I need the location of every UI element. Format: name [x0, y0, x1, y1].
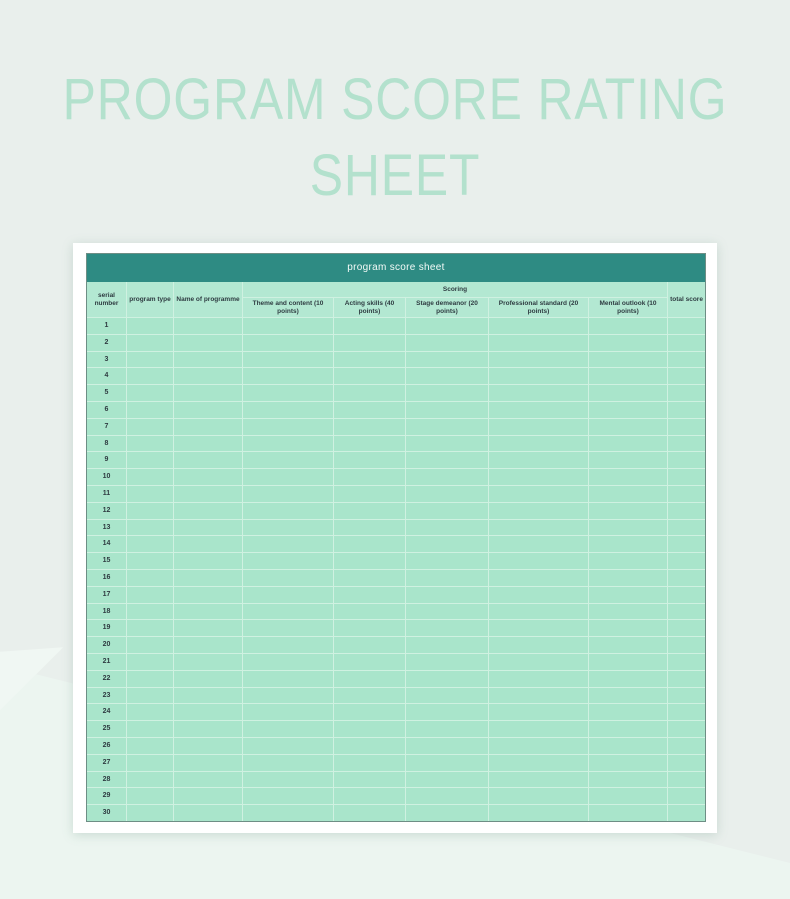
- score-cell[interactable]: [668, 805, 705, 821]
- score-cell[interactable]: [243, 805, 333, 821]
- score-cell[interactable]: [489, 805, 588, 821]
- score-cell[interactable]: [406, 805, 488, 821]
- sheet-title-bar: program score sheet: [87, 254, 705, 282]
- score-cell[interactable]: [406, 536, 488, 552]
- score-cell[interactable]: [127, 721, 173, 737]
- column-header-total-score: total score: [668, 282, 705, 317]
- score-cell[interactable]: [589, 503, 667, 519]
- score-cell[interactable]: [243, 788, 333, 804]
- serial-number-cell[interactable]: 18: [87, 604, 126, 620]
- score-cell[interactable]: [589, 805, 667, 821]
- score-cell[interactable]: [489, 688, 588, 704]
- score-cell[interactable]: [668, 352, 705, 368]
- score-cell[interactable]: [489, 385, 588, 401]
- score-cell[interactable]: [127, 520, 173, 536]
- score-cell[interactable]: [174, 587, 242, 603]
- score-cell[interactable]: [243, 352, 333, 368]
- score-cell[interactable]: [174, 721, 242, 737]
- score-cell[interactable]: [174, 553, 242, 569]
- score-cell[interactable]: [489, 772, 588, 788]
- score-cell[interactable]: [668, 772, 705, 788]
- column-header-scoring-group: Scoring: [243, 282, 667, 297]
- score-cell[interactable]: [589, 721, 667, 737]
- column-header-stage-demeanor: Stage demeanor (20 points): [406, 298, 488, 317]
- score-cell[interactable]: [243, 368, 333, 384]
- score-cell[interactable]: [127, 452, 173, 468]
- serial-number-cell[interactable]: 23: [87, 688, 126, 704]
- score-cell[interactable]: [334, 486, 405, 502]
- serial-number-cell[interactable]: 25: [87, 721, 126, 737]
- score-cell[interactable]: [668, 536, 705, 552]
- score-cell[interactable]: [668, 570, 705, 586]
- score-cell[interactable]: [489, 654, 588, 670]
- score-cell[interactable]: [406, 772, 488, 788]
- score-cell[interactable]: [406, 671, 488, 687]
- score-cell[interactable]: [668, 335, 705, 351]
- score-cell[interactable]: [127, 704, 173, 720]
- score-cell[interactable]: [589, 335, 667, 351]
- score-cell[interactable]: [334, 671, 405, 687]
- score-cell[interactable]: [243, 738, 333, 754]
- score-cell[interactable]: [489, 721, 588, 737]
- page-title-line1: PROGRAM SCORE RATING: [62, 67, 728, 132]
- score-cell[interactable]: [127, 788, 173, 804]
- score-cell[interactable]: [174, 486, 242, 502]
- score-cell[interactable]: [589, 368, 667, 384]
- score-cell[interactable]: [334, 402, 405, 418]
- score-cell[interactable]: [668, 755, 705, 771]
- score-cell[interactable]: [489, 704, 588, 720]
- page-title-line2: SHEET: [309, 143, 481, 208]
- score-cell[interactable]: [243, 469, 333, 485]
- score-cell[interactable]: [489, 368, 588, 384]
- score-cell[interactable]: [668, 419, 705, 435]
- score-cell[interactable]: [127, 553, 173, 569]
- score-cell[interactable]: [668, 704, 705, 720]
- score-cell[interactable]: [589, 452, 667, 468]
- score-cell[interactable]: [589, 772, 667, 788]
- score-cell[interactable]: [127, 637, 173, 653]
- score-cell[interactable]: [406, 469, 488, 485]
- score-cell[interactable]: [243, 570, 333, 586]
- score-cell[interactable]: [127, 587, 173, 603]
- score-cell[interactable]: [489, 738, 588, 754]
- score-cell[interactable]: [174, 788, 242, 804]
- score-cell[interactable]: [174, 452, 242, 468]
- score-cell[interactable]: [174, 570, 242, 586]
- score-cell[interactable]: [589, 688, 667, 704]
- score-cell[interactable]: [334, 738, 405, 754]
- score-cell[interactable]: [174, 469, 242, 485]
- score-cell[interactable]: [406, 486, 488, 502]
- score-cell[interactable]: [489, 436, 588, 452]
- serial-number-cell[interactable]: 16: [87, 570, 126, 586]
- score-cell[interactable]: [589, 352, 667, 368]
- score-cell[interactable]: [489, 520, 588, 536]
- score-cell[interactable]: [589, 402, 667, 418]
- score-cell[interactable]: [174, 738, 242, 754]
- score-cell[interactable]: [406, 318, 488, 334]
- score-cell[interactable]: [334, 520, 405, 536]
- serial-number-cell[interactable]: 11: [87, 486, 126, 502]
- score-cell[interactable]: [243, 318, 333, 334]
- serial-number-cell[interactable]: 4: [87, 368, 126, 384]
- score-cell[interactable]: [334, 654, 405, 670]
- page-title: [55, 62, 734, 214]
- score-cell[interactable]: [243, 620, 333, 636]
- score-cell[interactable]: [489, 452, 588, 468]
- score-cell[interactable]: [589, 620, 667, 636]
- score-cell[interactable]: [243, 503, 333, 519]
- score-cell[interactable]: [589, 436, 667, 452]
- score-cell[interactable]: [489, 352, 588, 368]
- score-cell[interactable]: [334, 755, 405, 771]
- score-cell[interactable]: [127, 503, 173, 519]
- serial-number-cell[interactable]: 2: [87, 335, 126, 351]
- score-cell[interactable]: [589, 637, 667, 653]
- score-cell[interactable]: [589, 318, 667, 334]
- score-cell[interactable]: [243, 654, 333, 670]
- score-cell[interactable]: [668, 553, 705, 569]
- score-cell[interactable]: [489, 536, 588, 552]
- serial-number-cell[interactable]: 8: [87, 436, 126, 452]
- score-cell[interactable]: [668, 604, 705, 620]
- score-cell[interactable]: [127, 385, 173, 401]
- score-cell[interactable]: [334, 452, 405, 468]
- score-cell[interactable]: [406, 721, 488, 737]
- score-cell[interactable]: [668, 738, 705, 754]
- score-cell[interactable]: [243, 587, 333, 603]
- serial-number-cell[interactable]: 13: [87, 520, 126, 536]
- score-cell[interactable]: [489, 335, 588, 351]
- score-cell[interactable]: [174, 671, 242, 687]
- score-cell[interactable]: [127, 755, 173, 771]
- score-cell[interactable]: [174, 402, 242, 418]
- score-cell[interactable]: [243, 688, 333, 704]
- score-cell[interactable]: [243, 536, 333, 552]
- score-cell[interactable]: [334, 772, 405, 788]
- score-cell[interactable]: [174, 755, 242, 771]
- score-cell[interactable]: [668, 452, 705, 468]
- score-cell[interactable]: [127, 620, 173, 636]
- score-cell[interactable]: [668, 503, 705, 519]
- score-cell[interactable]: [406, 620, 488, 636]
- score-cell[interactable]: [127, 671, 173, 687]
- score-cell[interactable]: [334, 318, 405, 334]
- score-cell[interactable]: [406, 335, 488, 351]
- score-cell[interactable]: [334, 335, 405, 351]
- column-header-acting-skills: Acting skills (40 points): [334, 298, 405, 317]
- score-cell[interactable]: [489, 637, 588, 653]
- score-cell[interactable]: [174, 335, 242, 351]
- score-cell[interactable]: [589, 536, 667, 552]
- serial-number-cell[interactable]: 21: [87, 654, 126, 670]
- score-cell[interactable]: [489, 671, 588, 687]
- score-cell[interactable]: [334, 469, 405, 485]
- score-cell[interactable]: [406, 419, 488, 435]
- score-cell[interactable]: [489, 553, 588, 569]
- score-cell[interactable]: [243, 436, 333, 452]
- score-cell[interactable]: [334, 570, 405, 586]
- score-cell[interactable]: [127, 536, 173, 552]
- score-cell[interactable]: [127, 368, 173, 384]
- score-cell[interactable]: [406, 553, 488, 569]
- score-cell[interactable]: [589, 671, 667, 687]
- score-cell[interactable]: [406, 436, 488, 452]
- score-cell[interactable]: [174, 637, 242, 653]
- serial-number-cell[interactable]: 20: [87, 637, 126, 653]
- score-cell[interactable]: [406, 385, 488, 401]
- score-cell[interactable]: [406, 503, 488, 519]
- serial-number-cell[interactable]: 19: [87, 620, 126, 636]
- score-cell[interactable]: [668, 469, 705, 485]
- score-cell[interactable]: [406, 654, 488, 670]
- score-cell[interactable]: [668, 721, 705, 737]
- score-cell[interactable]: [243, 419, 333, 435]
- score-cell[interactable]: [127, 486, 173, 502]
- score-cell[interactable]: [243, 452, 333, 468]
- score-cell[interactable]: [668, 654, 705, 670]
- serial-number-cell[interactable]: 30: [87, 805, 126, 821]
- score-cell[interactable]: [589, 704, 667, 720]
- score-cell[interactable]: [243, 402, 333, 418]
- score-cell[interactable]: [174, 604, 242, 620]
- score-cell[interactable]: [243, 755, 333, 771]
- score-cell[interactable]: [243, 604, 333, 620]
- score-cell[interactable]: [589, 486, 667, 502]
- score-cell[interactable]: [174, 805, 242, 821]
- score-cell[interactable]: [489, 318, 588, 334]
- score-cell[interactable]: [334, 620, 405, 636]
- score-cell[interactable]: [668, 520, 705, 536]
- score-cell[interactable]: [334, 704, 405, 720]
- score-cell[interactable]: [127, 335, 173, 351]
- score-cell[interactable]: [127, 469, 173, 485]
- score-cell[interactable]: [127, 738, 173, 754]
- score-cell[interactable]: [127, 805, 173, 821]
- score-cell[interactable]: [589, 553, 667, 569]
- score-cell[interactable]: [489, 755, 588, 771]
- column-header-serial-number: serial number: [87, 282, 126, 317]
- serial-number-cell[interactable]: 28: [87, 772, 126, 788]
- score-cell[interactable]: [489, 620, 588, 636]
- serial-number-cell[interactable]: 27: [87, 755, 126, 771]
- score-cell[interactable]: [334, 788, 405, 804]
- score-cell[interactable]: [243, 553, 333, 569]
- score-cell[interactable]: [589, 604, 667, 620]
- score-cell[interactable]: [127, 419, 173, 435]
- score-cell[interactable]: [174, 772, 242, 788]
- score-cell[interactable]: [243, 385, 333, 401]
- score-cell[interactable]: [406, 755, 488, 771]
- score-cell[interactable]: [489, 570, 588, 586]
- column-header-mental-outlook: Mental outlook (10 points): [589, 298, 667, 317]
- serial-number-cell[interactable]: 17: [87, 587, 126, 603]
- score-cell[interactable]: [489, 402, 588, 418]
- serial-number-cell[interactable]: 6: [87, 402, 126, 418]
- score-cell[interactable]: [334, 368, 405, 384]
- serial-number-cell[interactable]: 10: [87, 469, 126, 485]
- score-cell[interactable]: [406, 452, 488, 468]
- serial-number-cell[interactable]: 24: [87, 704, 126, 720]
- score-cell[interactable]: [589, 755, 667, 771]
- score-cell[interactable]: [668, 688, 705, 704]
- score-cell[interactable]: [668, 671, 705, 687]
- score-cell[interactable]: [243, 637, 333, 653]
- score-cell[interactable]: [174, 620, 242, 636]
- score-cell[interactable]: [668, 436, 705, 452]
- score-cell[interactable]: [489, 469, 588, 485]
- score-cell[interactable]: [589, 654, 667, 670]
- score-cell[interactable]: [334, 503, 405, 519]
- score-cell[interactable]: [174, 352, 242, 368]
- score-cell[interactable]: [406, 604, 488, 620]
- score-cell[interactable]: [174, 520, 242, 536]
- serial-number-cell[interactable]: 9: [87, 452, 126, 468]
- score-cell[interactable]: [127, 352, 173, 368]
- score-cell[interactable]: [127, 688, 173, 704]
- score-cell[interactable]: [589, 385, 667, 401]
- score-cell[interactable]: [174, 385, 242, 401]
- score-cell[interactable]: [243, 671, 333, 687]
- serial-number-cell[interactable]: 3: [87, 352, 126, 368]
- score-cell[interactable]: [334, 688, 405, 704]
- score-cell[interactable]: [127, 604, 173, 620]
- score-cell[interactable]: [334, 536, 405, 552]
- score-cell[interactable]: [668, 637, 705, 653]
- score-cell[interactable]: [174, 536, 242, 552]
- score-cell[interactable]: [668, 402, 705, 418]
- score-cell[interactable]: [668, 486, 705, 502]
- score-cell[interactable]: [406, 368, 488, 384]
- score-cell[interactable]: [127, 436, 173, 452]
- score-cell[interactable]: [589, 587, 667, 603]
- serial-number-cell[interactable]: 26: [87, 738, 126, 754]
- serial-number-cell[interactable]: 15: [87, 553, 126, 569]
- score-cell[interactable]: [174, 704, 242, 720]
- score-cell[interactable]: [406, 788, 488, 804]
- score-cell[interactable]: [668, 385, 705, 401]
- score-cell[interactable]: [334, 352, 405, 368]
- score-cell[interactable]: [406, 520, 488, 536]
- score-cell[interactable]: [243, 772, 333, 788]
- serial-number-cell[interactable]: 12: [87, 503, 126, 519]
- serial-number-cell[interactable]: 29: [87, 788, 126, 804]
- score-cell[interactable]: [334, 419, 405, 435]
- score-table: [86, 253, 706, 822]
- score-cell[interactable]: [174, 688, 242, 704]
- score-cell[interactable]: [406, 587, 488, 603]
- score-cell[interactable]: [589, 419, 667, 435]
- score-cell[interactable]: [668, 620, 705, 636]
- serial-number-cell[interactable]: 1: [87, 318, 126, 334]
- score-cell[interactable]: [406, 402, 488, 418]
- score-cell[interactable]: [174, 318, 242, 334]
- score-cell[interactable]: [334, 637, 405, 653]
- score-cell[interactable]: [589, 570, 667, 586]
- score-cell[interactable]: [127, 772, 173, 788]
- score-cell[interactable]: [489, 587, 588, 603]
- serial-number-cell[interactable]: 7: [87, 419, 126, 435]
- score-cell[interactable]: [589, 788, 667, 804]
- score-cell[interactable]: [489, 788, 588, 804]
- score-cell[interactable]: [489, 604, 588, 620]
- score-cell[interactable]: [243, 704, 333, 720]
- sheet-card: [73, 243, 717, 833]
- score-cell[interactable]: [589, 469, 667, 485]
- score-cell[interactable]: [243, 486, 333, 502]
- score-cell[interactable]: [406, 688, 488, 704]
- column-header-theme-and-content: Theme and content (10 points): [243, 298, 333, 317]
- score-cell[interactable]: [489, 503, 588, 519]
- score-cell[interactable]: [406, 352, 488, 368]
- sheet-grid: [87, 282, 705, 821]
- score-cell[interactable]: [334, 805, 405, 821]
- score-cell[interactable]: [243, 520, 333, 536]
- score-cell[interactable]: [334, 587, 405, 603]
- score-cell[interactable]: [174, 503, 242, 519]
- score-cell[interactable]: [127, 654, 173, 670]
- score-cell[interactable]: [174, 419, 242, 435]
- score-cell[interactable]: [127, 318, 173, 334]
- score-cell[interactable]: [127, 570, 173, 586]
- score-cell[interactable]: [668, 788, 705, 804]
- score-cell[interactable]: [127, 402, 173, 418]
- score-cell[interactable]: [668, 368, 705, 384]
- score-cell[interactable]: [334, 604, 405, 620]
- column-header-program-type: program type: [127, 282, 173, 317]
- score-cell[interactable]: [174, 436, 242, 452]
- score-cell[interactable]: [174, 654, 242, 670]
- score-cell[interactable]: [668, 587, 705, 603]
- score-cell[interactable]: [589, 520, 667, 536]
- score-cell[interactable]: [668, 318, 705, 334]
- score-cell[interactable]: [334, 436, 405, 452]
- score-cell[interactable]: [174, 368, 242, 384]
- score-cell[interactable]: [406, 637, 488, 653]
- score-cell[interactable]: [406, 738, 488, 754]
- score-cell[interactable]: [243, 335, 333, 351]
- column-header-name-of-programme: Name of programme: [174, 282, 242, 317]
- score-cell[interactable]: [334, 721, 405, 737]
- score-cell[interactable]: [406, 570, 488, 586]
- serial-number-cell[interactable]: 14: [87, 536, 126, 552]
- serial-number-cell[interactable]: 5: [87, 385, 126, 401]
- score-cell[interactable]: [406, 704, 488, 720]
- column-header-professional-standard: Professional standard (20 points): [489, 298, 588, 317]
- score-cell[interactable]: [589, 738, 667, 754]
- score-cell[interactable]: [489, 486, 588, 502]
- serial-number-cell[interactable]: 22: [87, 671, 126, 687]
- score-cell[interactable]: [243, 721, 333, 737]
- score-cell[interactable]: [489, 419, 588, 435]
- score-cell[interactable]: [334, 553, 405, 569]
- score-cell[interactable]: [334, 385, 405, 401]
